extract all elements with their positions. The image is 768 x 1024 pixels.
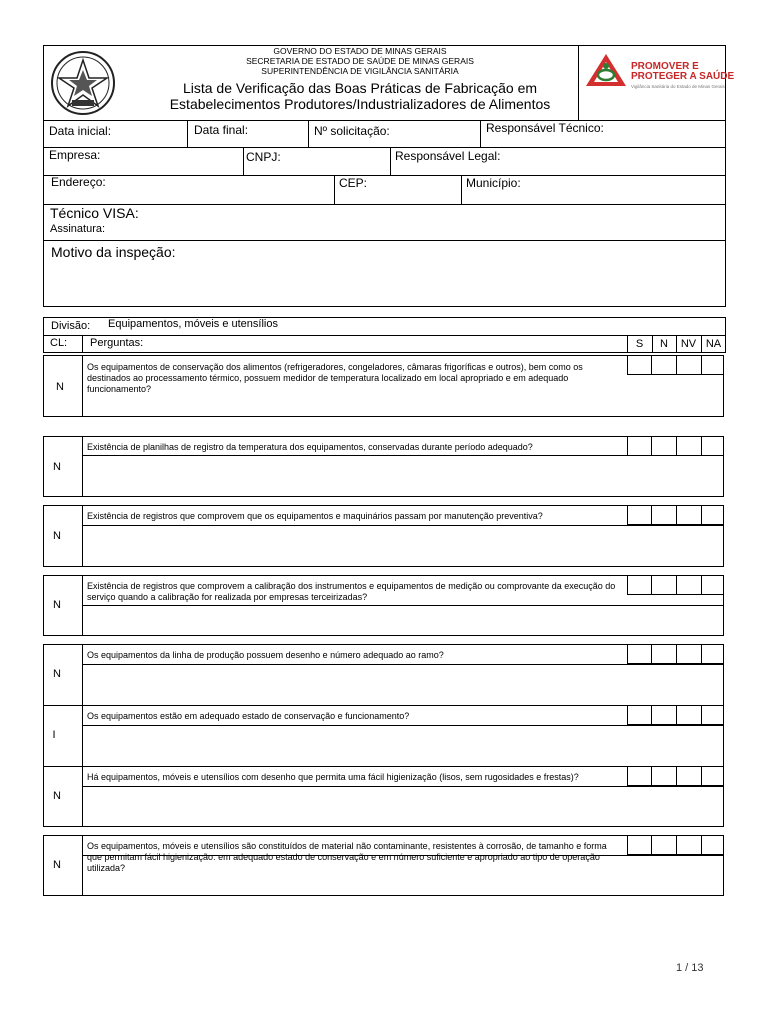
col-header-na: NA [705,338,722,350]
answer-s-checkbox[interactable] [627,505,652,525]
answer-n-checkbox[interactable] [651,644,677,664]
answer-na-checkbox[interactable] [701,505,724,525]
answer-n-checkbox[interactable] [651,575,677,595]
title-line-1: Lista de Verificação das Boas Práticas de Fabricação em [182,80,538,96]
col-header-n: N [660,338,668,350]
municipio-field[interactable]: Município: [466,176,521,190]
resp-legal-field[interactable]: Responsável Legal: [395,149,501,163]
perguntas-header: Perguntas: [90,337,144,349]
answer-s-checkbox[interactable] [627,766,652,786]
answer-nv-checkbox[interactable] [676,575,702,595]
answer-nv-checkbox[interactable] [676,644,702,664]
data-final-field[interactable]: Data final: [194,123,249,137]
endereco-field[interactable]: Endereço: [51,175,106,189]
division-value: Equipamentos, móveis e utensílios [108,318,278,330]
question-cl: N [53,461,61,473]
answer-na-checkbox[interactable] [701,705,724,725]
col-header-s: S [635,338,644,350]
answer-nv-checkbox[interactable] [676,835,702,855]
answer-s-checkbox[interactable] [627,436,652,456]
question-cl: N [53,859,61,871]
answer-na-checkbox[interactable] [701,766,724,786]
question-group-box [43,644,724,827]
logo-divider [578,45,579,120]
answer-s-checkbox[interactable] [627,355,652,375]
promover-logo-icon [584,52,628,88]
answer-n-checkbox[interactable] [651,705,677,725]
question-text: Os equipamentos de conservação dos alimentos (refrigeradores, congeladores, câmaras frigoríficas e outros), bem como os destinados ao processamento térmico, possuem medidor de temperatura localizado em local apropriado e em adequado funcionamento? [87,362,583,394]
cnpj-field[interactable]: CNPJ: [246,150,281,164]
answer-na-checkbox[interactable] [701,436,724,456]
cl-header: CL: [50,337,68,349]
motivo-inspecao-field[interactable]: Motivo da inspeção: [51,244,176,260]
question-text: Existência de registros que comprovem a calibração dos instrumentos e equipamentos de medição ou comprovante da execução do serviço quando a calibração for realizada por empresas terceirizadas? [87,581,616,602]
answer-s-checkbox[interactable] [627,575,652,595]
tecnico-visa-field[interactable]: Técnico VISA: [50,205,139,221]
n-solicitacao-field[interactable]: Nº solicitação: [314,124,390,138]
answer-n-checkbox[interactable] [651,835,677,855]
answer-s-checkbox[interactable] [627,644,652,664]
logo-line-1: PROMOVER E [631,61,699,72]
answer-na-checkbox[interactable] [701,644,724,664]
cep-field[interactable]: CEP: [339,176,368,190]
resp-tecnico-field[interactable]: Responsável Técnico: [486,121,604,135]
answer-n-checkbox[interactable] [651,436,677,456]
question-text: Os equipamentos da linha de produção possuem desenho e número adequado ao ramo? [87,650,444,660]
state-seal-icon [50,50,116,116]
data-inicial-field[interactable]: Data inicial: [49,124,112,138]
answer-s-checkbox[interactable] [627,705,652,725]
question-text: Os equipamentos, móveis e utensílios são constituídos de material não contaminante, resistentes à corrosão, de tamanho e forma que permitam fácil higienização: em adequado estado de conservação e em número suficiente e apropriado ao tipo de operação utilizada? [87,841,607,873]
question-text: Existência de registros que comprovem que os equipamentos e maquinários passam por manutenção preventiva? [87,511,543,521]
answer-na-checkbox[interactable] [701,575,724,595]
question-cl: I [52,729,56,741]
gov-line-3: SUPERINTENDÊNCIA DE VIGILÂNCIA SANITÁRIA [261,66,459,76]
answer-n-checkbox[interactable] [651,766,677,786]
answer-nv-checkbox[interactable] [676,505,702,525]
assinatura-field[interactable]: Assinatura: [50,223,106,235]
question-cl: N [56,381,64,393]
question-cl: N [53,668,61,680]
answer-nv-checkbox[interactable] [676,705,702,725]
answer-na-checkbox[interactable] [701,355,724,375]
question-text: Existência de planilhas de registro da temperatura dos equipamentos, conservadas durante período adequado? [87,442,533,452]
question-cl: N [53,790,61,802]
title-line-2: Estabelecimentos Produtores/Industrializadores de Alimentos [169,96,551,112]
question-cl: N [53,530,61,542]
gov-line-1: GOVERNO DO ESTADO DE MINAS GERAIS [273,46,447,56]
gov-line-2: SECRETARIA DE ESTADO DE SAÚDE DE MINAS GERAIS [246,56,474,66]
answer-n-checkbox[interactable] [651,355,677,375]
question-text: Há equipamentos, móveis e utensílios com desenho que permita uma fácil higienização (lisos, sem rugosidades e frestas)? [87,772,579,782]
answer-s-checkbox[interactable] [627,835,652,855]
question-text: Os equipamentos estão em adequado estado de conservação e funcionamento? [87,711,410,721]
logo-subtitle: Vigilância Sanitária do Estado de Minas Gerais [631,84,725,89]
answer-n-checkbox[interactable] [651,505,677,525]
answer-na-checkbox[interactable] [701,835,724,855]
answer-nv-checkbox[interactable] [676,355,702,375]
col-header-nv: NV [680,338,697,350]
question-cl: N [53,599,61,611]
answer-nv-checkbox[interactable] [676,766,702,786]
page-number: 1 / 13 [676,962,704,974]
division-label: Divisão: [51,320,91,332]
empresa-field[interactable]: Empresa: [49,148,101,162]
logo-line-2: PROTEGER A SAÚDE [631,71,735,82]
answer-nv-checkbox[interactable] [676,436,702,456]
